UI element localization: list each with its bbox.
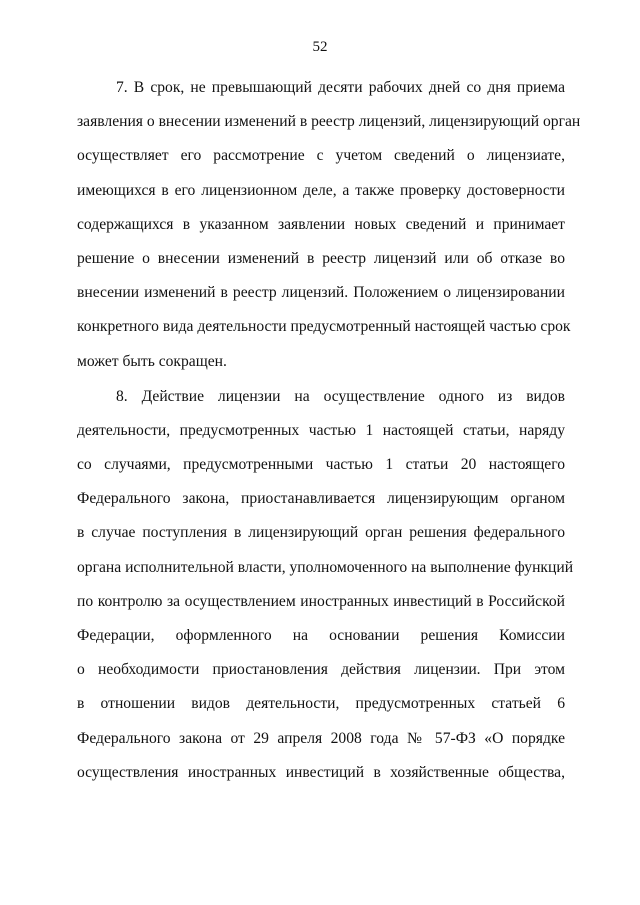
text-line: органа исполнительной власти, уполномоченного на выполнение функций — [77, 558, 574, 576]
text-line: осуществляет его рассмотрение с учетом сведений о лицензиате, — [77, 147, 565, 165]
text-line: по контролю за осуществлением иностранных инвестиций в Российской — [77, 592, 565, 610]
paragraph-8 — [77, 380, 574, 790]
paragraph-7 — [77, 71, 581, 379]
text-line: в случае поступления в лицензирующий орган решения федерального — [77, 524, 565, 542]
document-body — [77, 71, 581, 790]
text-line: деятельности, предусмотренных частью 1 настоящей статьи, наряду — [77, 421, 565, 439]
text-line: содержащихся в указанном заявлении новых сведений и принимает — [77, 215, 565, 233]
text-line: конкретного вида деятельности предусмотренный настоящей частью срок — [77, 318, 571, 336]
text-line: внесении изменений в реестр лицензий. Положением о лицензировании — [77, 284, 565, 302]
text-line: Федерального закона от 29 апреля 2008 года № 57-ФЗ «О порядке — [77, 729, 565, 747]
text-line: Федерации, оформленного на основании решения Комиссии — [77, 627, 565, 644]
text-line: 8. Действие лицензии на осуществление одного из видов — [116, 387, 565, 405]
text-line: заявления о внесении изменений в реестр лицензий, лицензирующий орган — [77, 113, 581, 131]
text-line: в отношении видов деятельности, предусмотренных статьей 6 — [77, 695, 565, 713]
text-line: со случаями, предусмотренными частью 1 статьи 20 настоящего — [77, 456, 565, 474]
page-number: 52 — [312, 39, 328, 55]
text-line: может быть сокращен. — [77, 352, 227, 370]
text-line: осуществления иностранных инвестиций в хозяйственные общества, — [77, 763, 565, 781]
text-line: о необходимости приостановления действия лицензии. При этом — [77, 661, 565, 679]
text-line: 7. В срок, не превышающий десяти рабочих дней со дня приема — [116, 79, 565, 96]
text-line: имеющихся в его лицензионном деле, а также проверку достоверности — [77, 181, 565, 199]
text-line: решение о внесении изменений в реестр лицензий или об отказе во — [77, 249, 565, 267]
text-line: Федерального закона, приостанавливается лицензирующим органом — [77, 490, 565, 508]
